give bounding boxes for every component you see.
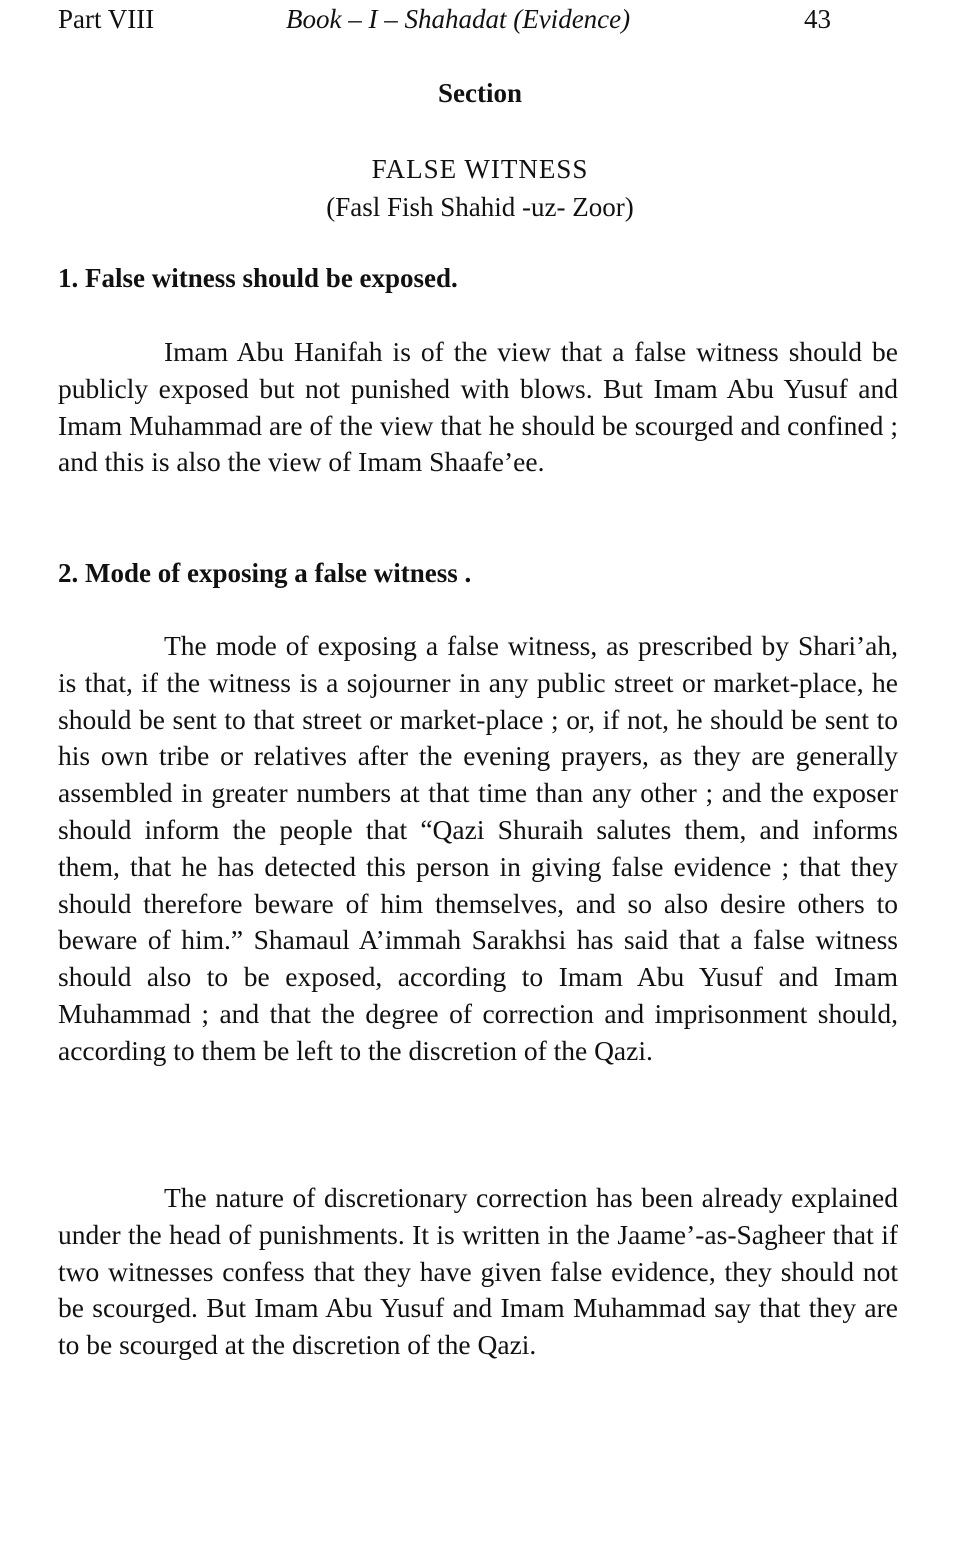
- chapter-title-block: [0, 150, 960, 226]
- paragraph-2: The mode of exposing a false witness, as prescribed by Shari’ah, is that, if the witness is a sojourner in any public street or market-place, he should be sent to that street or market-place ; or, if not, he should be sent to his own tribe or relatives after the evening prayers, as they are generally assembled in greater numbers at that time than any other ; and the exposer should inform the people that “Qazi Shuraih salutes them, and informs them, that he has detected this person in giving false evidence ; that they should therefore beware of him themselves, and so also desire others to beware of him.” Shamaul A’immah Sarakhsi has said that a false witness should also to be exposed, according to Imam Abu Yusuf and Imam Muhammad ; and that the degree of correction and imprisonment should, according to them be left to the discretion of the Qazi.: [58, 630, 898, 1066]
- running-header: [58, 4, 848, 40]
- header-part: Part VIII: [58, 4, 155, 34]
- paragraph-1: Imam Abu Hanifah is of the view that a false witness should be publicly exposed but not punished with blows. But Imam Abu Yusuf and Imam Muhammad are of the view that he should be scourged and confined ; and this is also the view of Imam Shaafe’ee.: [58, 336, 898, 478]
- heading-1: 1. False witness should be exposed.: [58, 263, 458, 293]
- section-label: Section: [438, 78, 522, 108]
- chapter-subtitle: (Fasl Fish Shahid -uz- Zoor): [326, 192, 634, 222]
- header-book-title: Book – I – Shahadat (Evidence): [286, 4, 631, 34]
- heading-2: 2. Mode of exposing a false witness .: [58, 558, 472, 588]
- paragraph-3: The nature of discretionary correction has been already explained under the head of punishments. It is written in the Jaame’-as-Sagheer that if two witnesses confess that they have given false evidence, they should not be scourged. But Imam Abu Yusuf and Imam Muhammad say that they are to be scourged at the discretion of the Qazi.: [58, 1182, 898, 1361]
- page-number: 43: [804, 4, 831, 34]
- chapter-title: FALSE WITNESS: [371, 154, 589, 184]
